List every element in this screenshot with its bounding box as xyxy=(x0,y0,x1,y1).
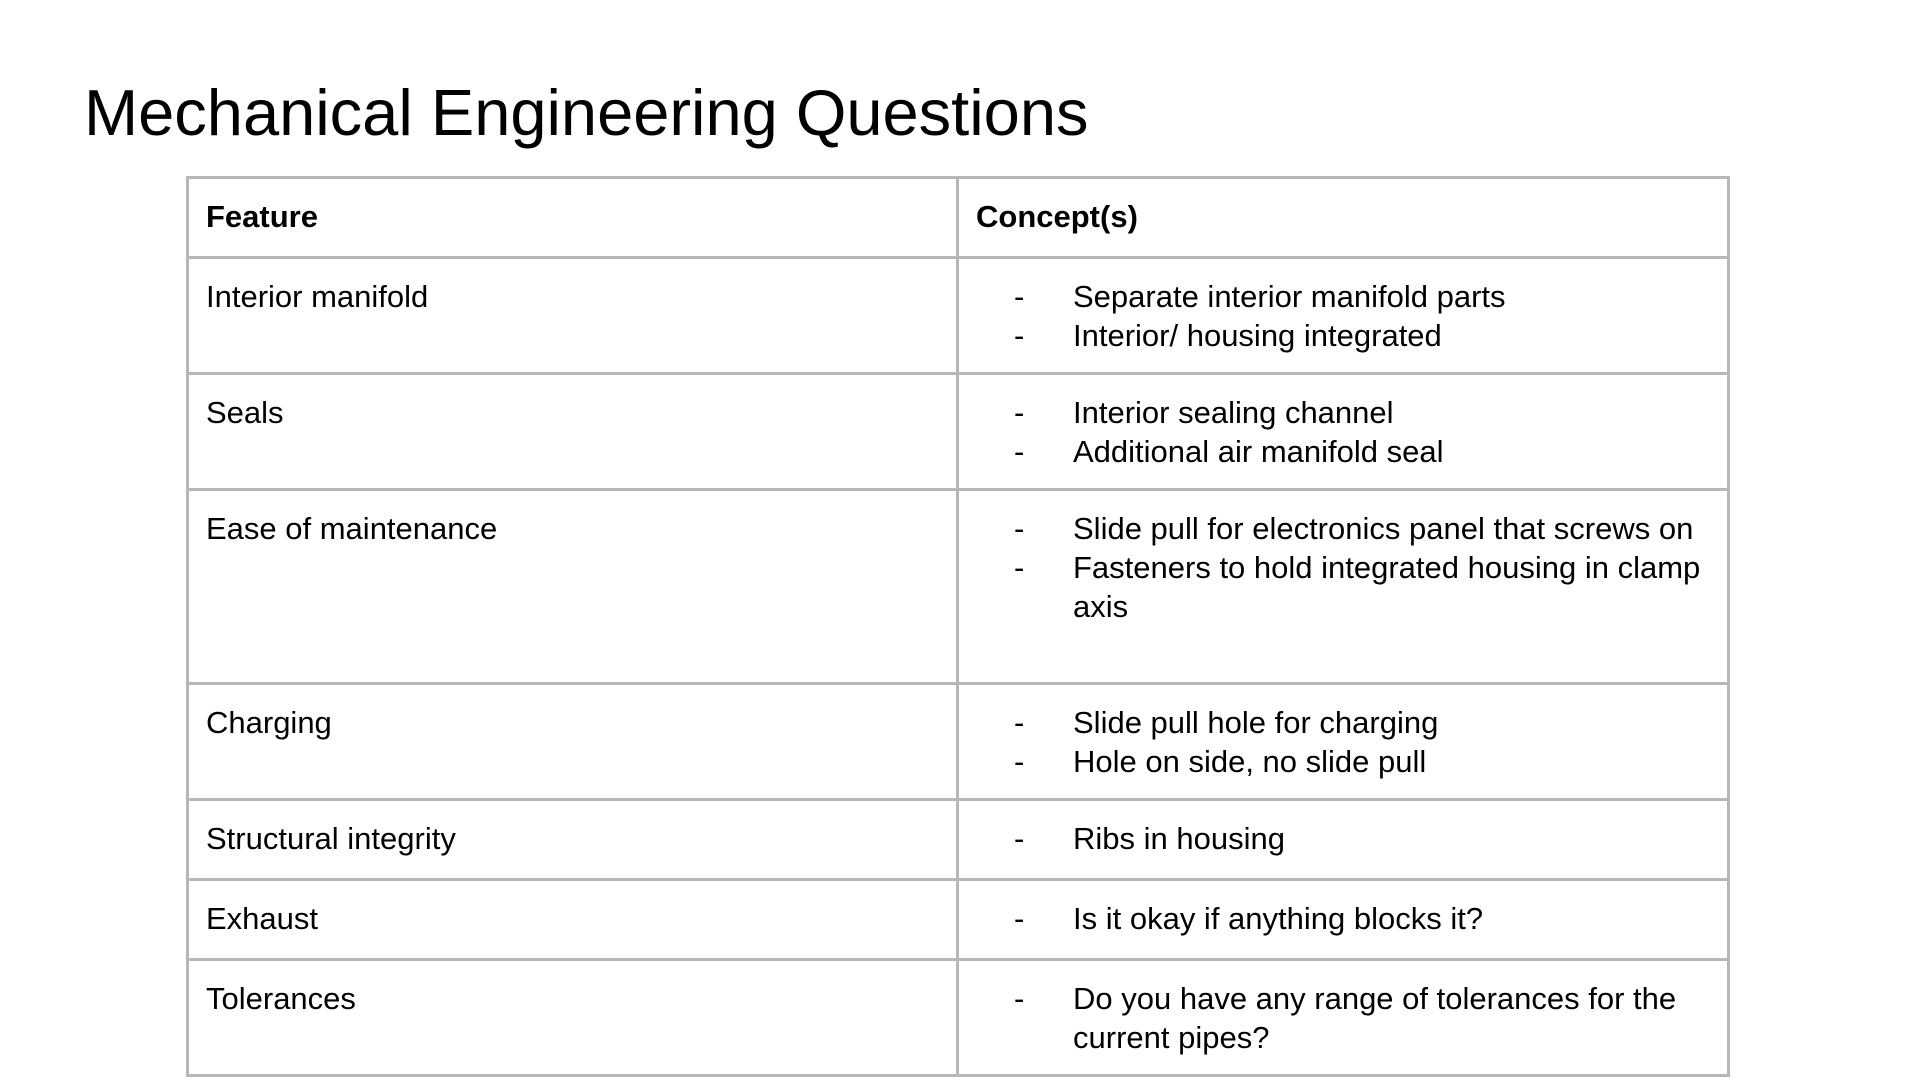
concept-item: - Interior sealing channel xyxy=(976,393,1710,432)
page-title: Mechanical Engineering Questions xyxy=(84,76,1089,149)
concept-list xyxy=(976,819,1710,858)
concept-list xyxy=(976,509,1710,626)
concepts-cell xyxy=(958,960,1729,1076)
concepts-cell xyxy=(958,684,1729,800)
feature-cell: Ease of maintenance xyxy=(188,490,958,684)
feature-cell: Seals xyxy=(188,374,958,490)
table-header-row xyxy=(188,178,1729,258)
table-row xyxy=(188,258,1729,374)
concepts-cell xyxy=(958,258,1729,374)
feature-cell: Exhaust xyxy=(188,880,958,960)
feature-cell: Charging xyxy=(188,684,958,800)
concepts-cell xyxy=(958,374,1729,490)
header-feature: Feature xyxy=(188,178,958,258)
concept-item: - Do you have any range of tolerances for the current pipes? xyxy=(976,979,1710,1057)
table-row xyxy=(188,490,1729,684)
feature-cell: Tolerances xyxy=(188,960,958,1076)
concept-item: - Is it okay if anything blocks it? xyxy=(976,899,1710,938)
concept-list xyxy=(976,393,1710,471)
concept-list xyxy=(976,979,1710,1057)
concept-item: - Slide pull for electronics panel that screws on xyxy=(976,509,1710,548)
concept-item: - Hole on side, no slide pull xyxy=(976,742,1710,781)
concept-list xyxy=(976,277,1710,355)
concept-item: - Additional air manifold seal xyxy=(976,432,1710,471)
table-row xyxy=(188,960,1729,1076)
concept-list xyxy=(976,899,1710,938)
table-row xyxy=(188,684,1729,800)
table-row xyxy=(188,800,1729,880)
table-row xyxy=(188,374,1729,490)
concepts-cell xyxy=(958,490,1729,684)
features-table xyxy=(186,176,1730,1077)
concept-item: - Separate interior manifold parts xyxy=(976,277,1710,316)
feature-cell: Structural integrity xyxy=(188,800,958,880)
concepts-cell xyxy=(958,880,1729,960)
concepts-cell xyxy=(958,800,1729,880)
concept-item: - Fasteners to hold integrated housing in clamp axis xyxy=(976,548,1710,626)
concept-list xyxy=(976,703,1710,781)
concept-item: - Interior/ housing integrated xyxy=(976,316,1710,355)
concept-item: - Ribs in housing xyxy=(976,819,1710,858)
feature-cell: Interior manifold xyxy=(188,258,958,374)
header-concepts: Concept(s) xyxy=(958,178,1729,258)
concept-item: - Slide pull hole for charging xyxy=(976,703,1710,742)
table-row xyxy=(188,880,1729,960)
